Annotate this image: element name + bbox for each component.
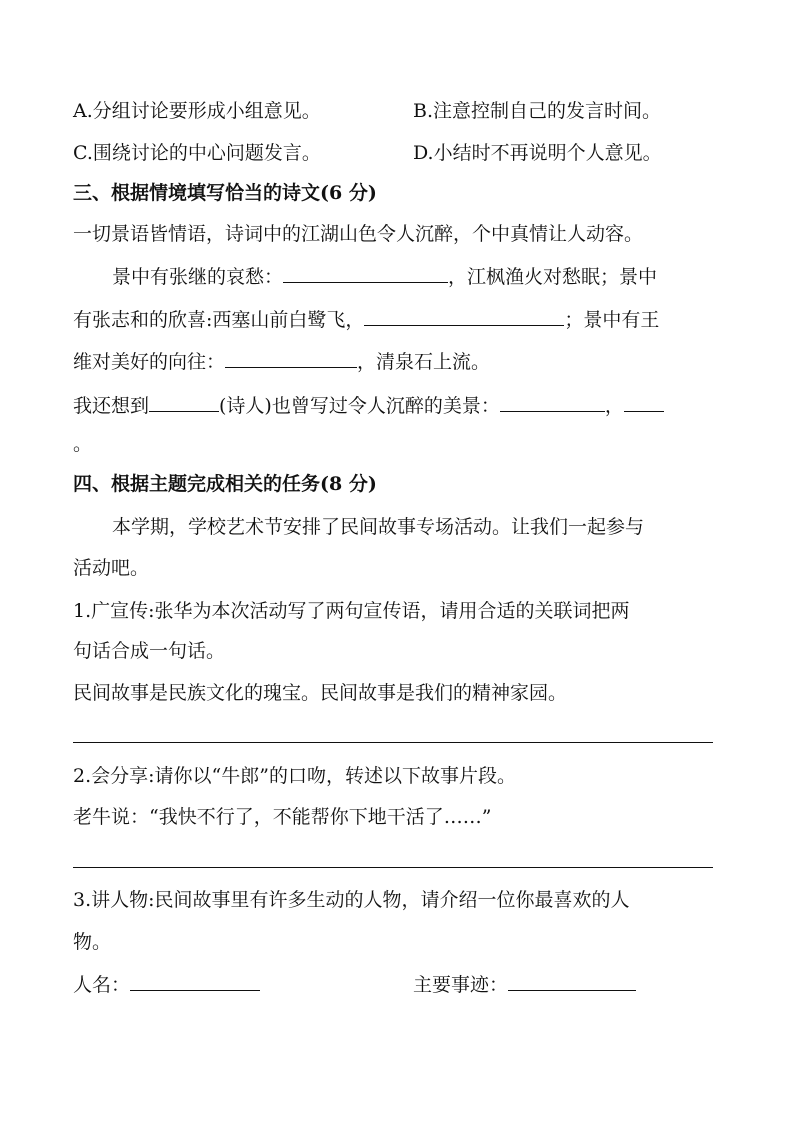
poem-line-3-suffix: ，清泉石上流。 (357, 351, 491, 373)
task2-line-1: 2.会分享:请你以“牛郎”的口吻，转述以下故事片段。 (73, 765, 516, 787)
task3-deeds-label: 主要事迹： (413, 974, 509, 996)
poem-blank-3[interactable] (225, 349, 357, 368)
poem-blank-4[interactable] (500, 393, 605, 412)
task3-name-label: 人名： (73, 974, 131, 996)
task2-text: 老牛说：“我快不行了，不能帮你下地干活了……” (73, 806, 492, 828)
poem-line-4-mid: (诗人)也曾写过令人沉醉的美景： (219, 395, 500, 417)
task3-name-row (73, 972, 260, 997)
task1-line-2: 句话合成一句话。 (73, 640, 226, 662)
poet-blank[interactable] (149, 393, 219, 412)
section3-heading: 三、根据情境填写恰当的诗文(6 分) (73, 182, 377, 204)
poem-line-3-prefix: 维对美好的向往： (73, 351, 226, 373)
option-d: D.小结时不再说明个人意见。 (413, 142, 662, 164)
poem-line-2-prefix: 有张志和的欣喜:西塞山前白鹭飞， (73, 309, 365, 331)
poem-line-1 (112, 264, 657, 289)
section4-intro-2: 活动吧。 (73, 557, 150, 579)
poem-blank-1[interactable] (283, 264, 448, 283)
option-c: C.围绕讨论的中心问题发言。 (73, 142, 321, 164)
poem-line-1-prefix: 景中有张继的哀愁： (112, 266, 284, 288)
poem-line-4-comma: ， (604, 395, 624, 417)
poem-line-3 (73, 349, 490, 374)
poem-line-5: 。 (73, 433, 93, 455)
option-a: A.分组讨论要形成小组意见。 (73, 100, 321, 122)
name-blank[interactable] (130, 972, 260, 991)
section4-heading: 四、根据主题完成相关的任务(8 分) (73, 473, 377, 495)
task3-line-1: 3.讲人物:民间故事里有许多生动的人物，请介绍一位你最喜欢的人 (73, 889, 630, 911)
task1-answer-line[interactable] (73, 742, 713, 743)
task1-text: 民间故事是民族文化的瑰宝。民间故事是我们的精神家园。 (73, 682, 568, 704)
task2-answer-line[interactable] (73, 867, 713, 868)
task3-deeds-row (413, 972, 636, 997)
option-b: B.注意控制自己的发言时间。 (413, 100, 662, 122)
poem-line-2-suffix: ；景中有王 (564, 309, 660, 331)
poem-blank-5[interactable] (624, 393, 664, 412)
poem-blank-2[interactable] (364, 307, 564, 326)
poem-line-4-prefix: 我还想到 (73, 395, 150, 417)
poem-line-1-suffix: ，江枫渔火对愁眠；景中 (448, 266, 658, 288)
section3-intro: 一切景语皆情语，诗词中的江湖山色令人沉醉，个中真情让人动容。 (73, 223, 644, 245)
task3-line-2: 物。 (73, 931, 112, 953)
task1-line-1: 1.广宣传:张华为本次活动写了两句宣传语，请用合适的关联词把两 (73, 600, 630, 622)
deeds-blank[interactable] (508, 972, 636, 991)
poem-line-4 (73, 393, 664, 418)
poem-line-2 (73, 307, 659, 332)
section4-intro-1: 本学期，学校艺术节安排了民间故事专场活动。让我们一起参与 (112, 516, 645, 538)
